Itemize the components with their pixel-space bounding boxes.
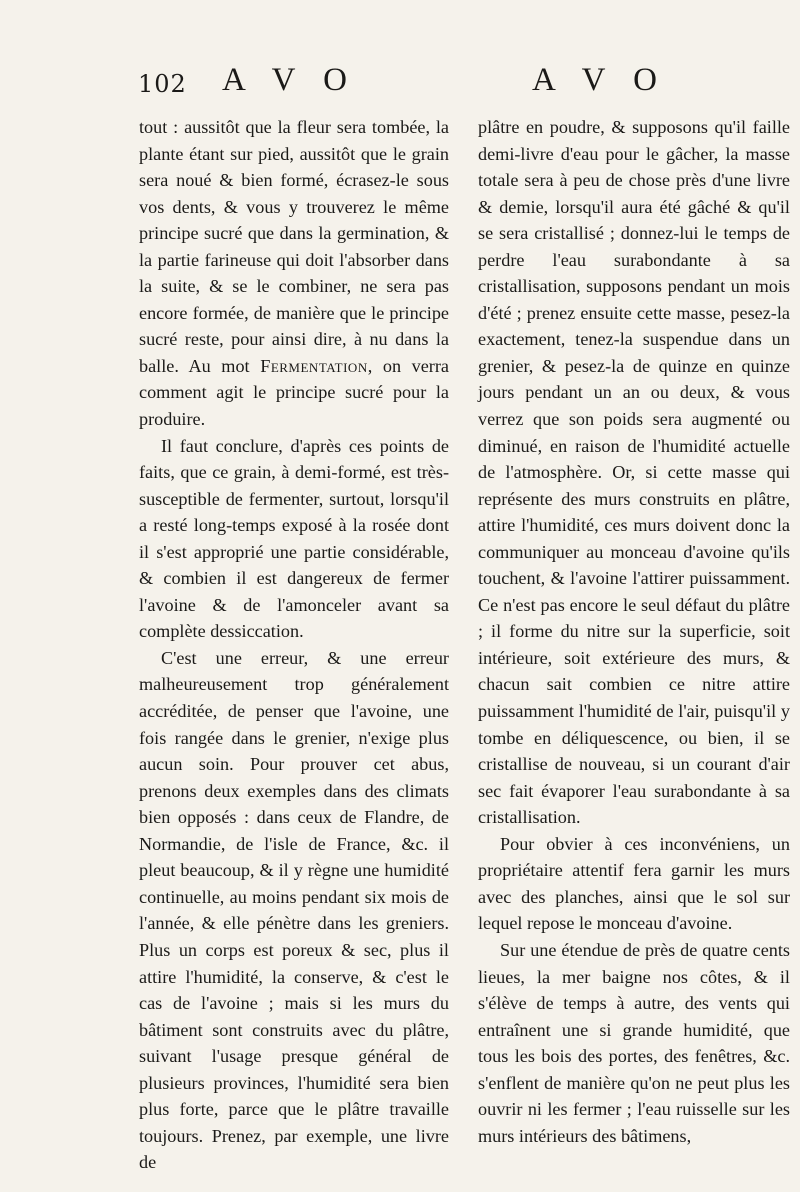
paragraph: Sur une étendue de près de quatre cents lieues, la mer baigne nos côtes, & il s'élève de temps à autre, des vents qui entraînent une si grande humidité, que tous les bois des portes, des fenêtres, &c. s'enflent de manière qu'on ne peut plus les ouvrir ni les fermer ; l'eau ruisselle sur les murs intérieurs des bâtimens, <box>478 939 790 1146</box>
paragraph-text: , on verra comment agit le principe sucré pour la produire. <box>139 355 449 430</box>
cross-reference-term: Fermentation <box>260 355 368 376</box>
running-head-left: A V O <box>222 62 357 98</box>
paragraph: Pour obvier à ces inconvéniens, un propriétaire attentif fera garnir les murs avec des planches, ainsi que le sol sur lequel repose le monceau d'avoine. <box>478 833 790 934</box>
page-header <box>0 62 800 102</box>
paragraph: plâtre en poudre, & supposons qu'il faille demi-livre d'eau pour le gâcher, la masse totale sera à peu de chose près d'une livre & demie, lorsqu'il aura été gâché & qu'il se sera cristallisé ; donnez-lui le temps de perdre l'eau surabondante à sa cristallisation, supposons pendant un mois d'été ; prenez ensuite cette masse, pesez-la exactement, tenez-la suspendue dans un grenier, & pesez-la de quinze en quinze jours pendant un an ou deux, & vous verrez que son poids sera augmenté ou diminué, en raison de l'humidité actuelle de l'atmosphère. Or, si cette masse qui représente des murs construits en plâtre, attire l'humidité, ces murs doivent donc la communiquer au monceau d'avoine qu'ils touchent, & l'avoine l'attirer puissamment. Ce n'est pas encore le seul défaut du plâtre ; il forme du nitre sur la superficie, soit intérieure, soit extérieure des murs, & chacun sait combien ce nitre attire puissamment l'humidité de l'air, puisqu'il y tombe en déliquescence, ou bien, il se cristallise de nouveau, si un courant d'air sec fait évaporer l'eau surabondante à sa cristallisation. <box>478 117 790 828</box>
page-number: 102 <box>138 70 187 98</box>
paragraph <box>139 114 449 433</box>
right-column <box>478 114 790 1149</box>
left-column <box>139 114 449 1176</box>
running-head-right: A V O <box>532 62 667 98</box>
paragraph: C'est une erreur, & une erreur malheureusement trop généralement accréditée, de penser que l'avoine, une fois rangée dans le grenier, n'exige plus aucun soin. Pour prouver cet abus, prenons deux exemples dans des climats bien opposés : dans ceux de Flandre, de Normandie, de l'isle de France, &c. il pleut beaucoup, & il y règne une humidité continuelle, au moins pendant six mois de l'année, & elle pénètre dans les greniers. Plus un corps est poreux & sec, plus il attire l'humidité, la conserve, & c'est le cas de l'avoine ; mais si les murs du bâtiment sont construits avec du plâtre, suivant l'usage presque général de plusieurs provinces, l'humidité sera bien plus forte, parce que le plâtre travaille toujours. Prenez, par exemple, une livre de <box>139 647 449 1173</box>
paragraph: Il faut conclure, d'après ces points de faits, que ce grain, à demi-formé, est très-susceptible de fermenter, surtout, lorsqu'il a resté long-temps exposé à la rosée dont il s'est approprié une partie considérable, & combien il est dangereux de fermer l'avoine & de l'amonceler avant sa complète dessiccation. <box>139 435 449 642</box>
paragraph-text: tout : aussitôt que la fleur sera tombée, la plante étant sur pied, aussitôt que le grain sera noué & bien formé, écrasez-le sous vos dents, & vous y trouverez le même principe sucré que dans la germination, & la partie farineuse qui doit l'absorber dans la suite, & se le combiner, ne sera pas encore formée, de manière que le principe sucré reste, pour ainsi dire, à nu dans la balle. Au mot <box>139 117 449 376</box>
